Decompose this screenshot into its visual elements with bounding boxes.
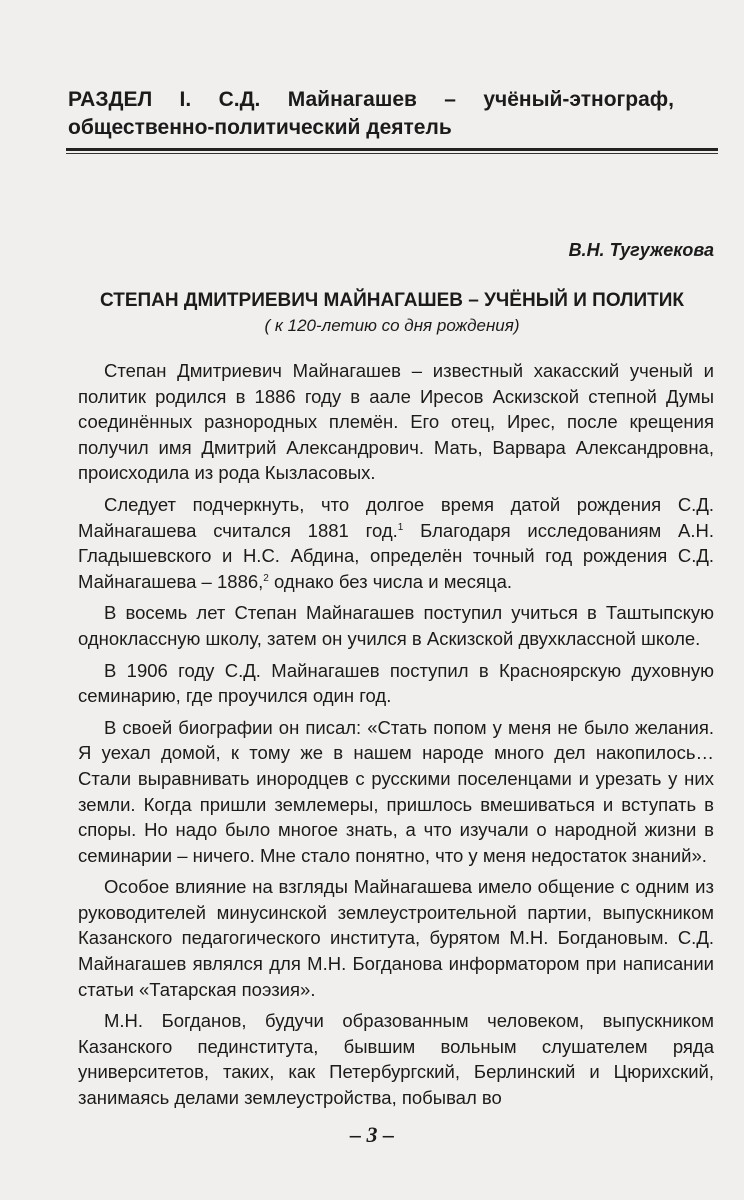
paragraph-6: Особое влияние на взгляды Майнагашева имело общение с одним из руководителей минусинской землеустроительной партии, выпускником Казанского педагогического института, бурятом М.Н. Богдановым. С.Д. Майнагашев являлся для М.Н. Богданова информатором при написании статьи «Татарская поэзия».: [78, 876, 714, 1000]
paragraph-2-part-3: однако без числа и месяца.: [268, 570, 513, 592]
paragraph-5: В своей биографии он писал: «Стать попом у меня не было желания. Я уехал домой, к тому же в нашем народе много дел накопилось… Стали выравнивать инородцев с русскими поселенцами и урезать у них земли. Когда пришли землемеры, пришлось вмешиваться и вступать в споры. Но надо было многое знать, а что изучали о народной жизни в семинарии – ничего. Мне стало понятно, что у меня недостаток знаний».: [78, 716, 714, 866]
paragraph-4: В 1906 году С.Д. Майнагашев поступил в Красноярскую духовную семинарию, где проучился один год.: [78, 659, 714, 707]
paragraph-2-part-1: Следует подчеркнуть, что долгое время датой рождения С.Д. Майнагашева считался 1881 год.: [78, 493, 714, 541]
paragraph-2: [78, 492, 714, 594]
paragraph-2-part-2: Благодаря исследованиям А.Н. Гладышевского и Н.С. Абдина, определён точный год рождения С.Д. Майнагашева – 1886,: [78, 519, 714, 592]
section-divider-thick: [66, 148, 718, 151]
article-title: СТЕПАН ДМИТРИЕВИЧ МАЙНАГАШЕВ – УЧЁНЫЙ И ПОЛИТИК: [100, 290, 684, 311]
paragraph-7: М.Н. Богданов, будучи образованным человеком, выпускником Казанского пединститута, бывшим вольным слушателем ряда университетов, таких, как Петербургский, Берлинский и Цюрихский, занимаясь делами землеустройства, побывал во: [78, 1010, 714, 1109]
paragraph-1: Степан Дмитриевич Майнагашев – известный хакасский ученый и политик родился в 1886 году в аале Иресов Аскизской степной Думы соединённых разнородных племён. Его отец, Ирес, после крещения получил имя Дмитрий Александрович. Мать, Варвара Александровна, происходила из рода Кызласовых.: [78, 360, 714, 484]
paragraph-3: В восемь лет Степан Майнагашев поступил учиться в Таштыпскую одноклассную школу, затем он учился в Аскизской двухклассной школе.: [78, 602, 714, 649]
footnote-ref-1: 1: [397, 521, 404, 533]
article-body: [78, 358, 714, 1111]
section-divider-thin: [66, 153, 718, 154]
author-name: В.Н. Тугужекова: [568, 240, 714, 260]
page-number: – 3 –: [350, 1122, 394, 1147]
article-subtitle: ( к 120-летию со дня рождения): [264, 316, 520, 335]
section-title: РАЗДЕЛ I. С.Д. Майнагашев – учёный-этнограф, общественно-политический деятель: [68, 88, 674, 139]
footnote-ref-2: 2: [263, 572, 269, 584]
